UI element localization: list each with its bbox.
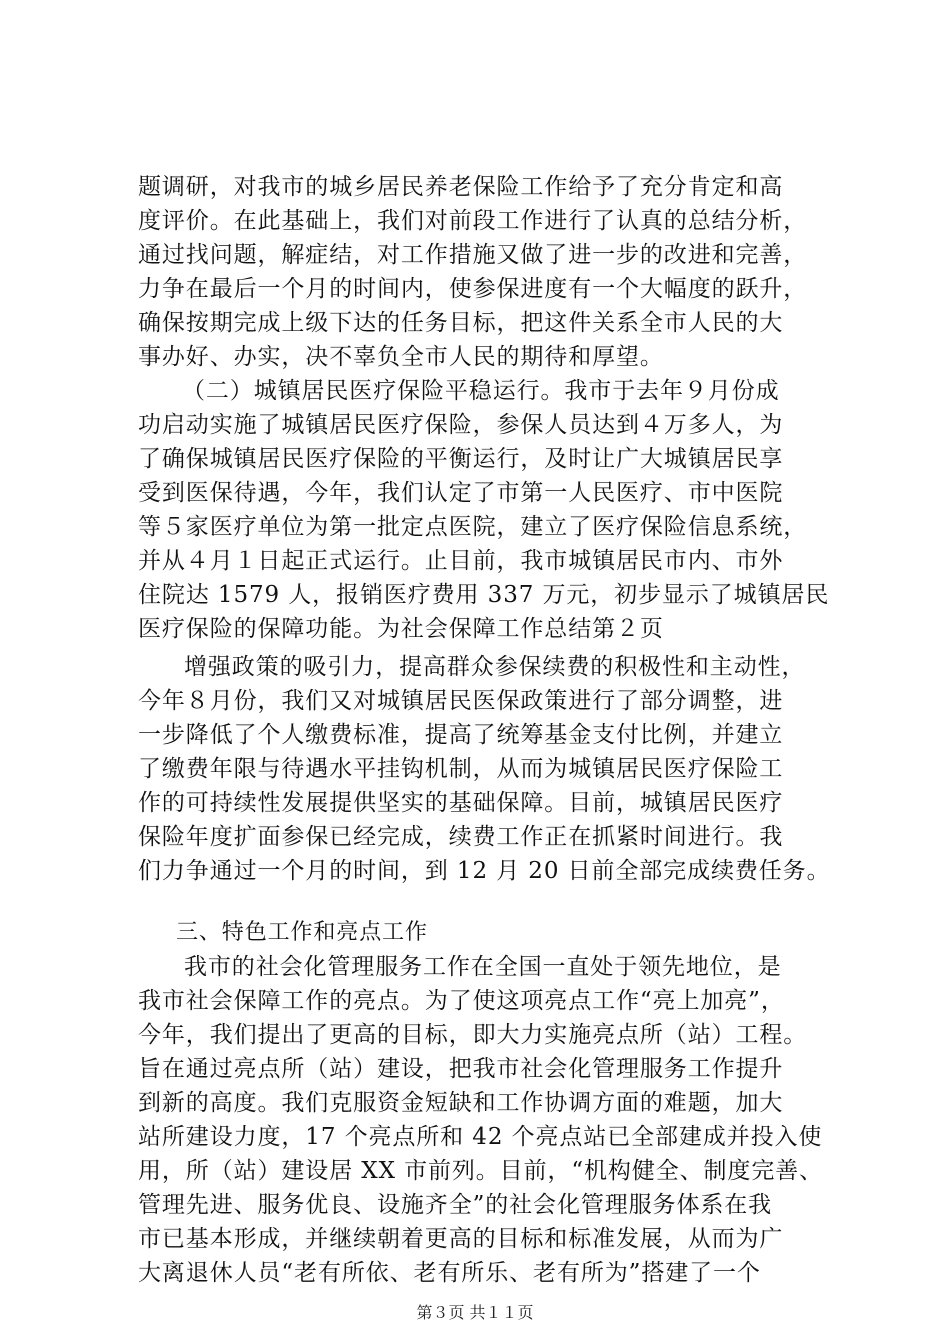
section-heading-line: （二）城镇居民医疗保险平稳运行。我市于去年９月份成 bbox=[182, 378, 780, 404]
body-text-line: 住院达 1579 人，报销医疗费用 337 万元，初步显示了城镇居民 bbox=[138, 582, 830, 608]
body-text-line: 度评价。在此基础上，我们对前段工作进行了认真的总结分析， bbox=[138, 208, 808, 234]
body-text-line: 并从４月１日起正式运行。止目前，我市城镇居民市内、市外 bbox=[138, 548, 784, 574]
body-text-line: 我市社会保障工作的亮点。为了使这项亮点工作“亮上加亮”， bbox=[138, 988, 785, 1014]
body-text-line: 确保按期完成上级下达的任务目标，把这件关系全市人民的大 bbox=[138, 310, 784, 336]
body-text-line: 今年，我们提出了更高的目标，即大力实施亮点所（站）工程。 bbox=[138, 1022, 808, 1048]
body-text-line: 管理先进、服务优良、设施齐全”的社会化管理服务体系在我 bbox=[138, 1192, 773, 1218]
body-text-line: 通过找问题，解症结，对工作措施又做了进一步的改进和完善， bbox=[138, 242, 808, 268]
body-text-line: 一步降低了个人缴费标准，提高了统筹基金支付比例，并建立 bbox=[138, 722, 784, 748]
body-text-line: 等５家医疗单位为第一批定点医院，建立了医疗保险信息系统， bbox=[138, 514, 808, 540]
body-text-line: 市已基本形成，并继续朝着更高的目标和标准发展，从而为广 bbox=[138, 1226, 784, 1252]
body-text-line: 了缴费年限与待遇水平挂钩机制，从而为城镇居民医疗保险工 bbox=[138, 756, 784, 782]
body-text-line: 作的可持续性发展提供坚实的基础保障。目前，城镇居民医疗 bbox=[138, 790, 784, 816]
body-text-line: 大离退休人员“老有所依、老有所乐、老有所为”搭建了一个 bbox=[138, 1260, 761, 1286]
body-text-line: 今年８月份，我们又对城镇居民医保政策进行了部分调整，进 bbox=[138, 688, 784, 714]
body-text-line: 功启动实施了城镇居民医疗保险，参保人员达到４万多人，为 bbox=[138, 412, 784, 438]
body-text-line: 保险年度扩面参保已经完成，续费工作正在抓紧时间进行。我 bbox=[138, 824, 784, 850]
body-text-line: 到新的高度。我们克服资金短缺和工作协调方面的难题，加大 bbox=[138, 1090, 784, 1116]
body-text-line: 站所建设力度，17 个亮点所和 42 个亮点站已全部建成并投入使 bbox=[138, 1124, 823, 1150]
body-text-line: 我市的社会化管理服务工作在全国一直处于领先地位，是 bbox=[184, 954, 782, 980]
body-text-line: 增强政策的吸引力，提高群众参保续费的积极性和主动性， bbox=[184, 654, 806, 680]
page-footer: 第３页 共１１页 bbox=[416, 1303, 534, 1322]
body-text-line: 事办好、办实，决不辜负全市人民的期待和厚望。 bbox=[138, 344, 664, 370]
section-heading: 三、特色工作和亮点工作 bbox=[176, 920, 428, 945]
body-text-line: 题调研，对我市的城乡居民养老保险工作给予了充分肯定和高 bbox=[138, 174, 784, 200]
body-text-line: 受到医保待遇，今年，我们认定了市第一人民医疗、市中医院 bbox=[138, 480, 784, 506]
body-text-line: 旨在通过亮点所（站）建设，把我市社会化管理服务工作提升 bbox=[138, 1056, 784, 1082]
body-text-line: 了确保城镇居民医疗保险的平衡运行，及时让广大城镇居民享 bbox=[138, 446, 784, 472]
body-text-line: 们力争通过一个月的时间，到 12 月 20 日前全部完成续费任务。 bbox=[138, 858, 831, 884]
body-text-line: 力争在最后一个月的时间内，使参保进度有一个大幅度的跃升， bbox=[138, 276, 808, 302]
body-text-line: 用，所（站）建设居 XX 市前列。目前，“机构健全、制度完善、 bbox=[138, 1158, 824, 1184]
body-text-line: 医疗保险的保障功能。为社会保障工作总结第２页 bbox=[138, 616, 664, 642]
